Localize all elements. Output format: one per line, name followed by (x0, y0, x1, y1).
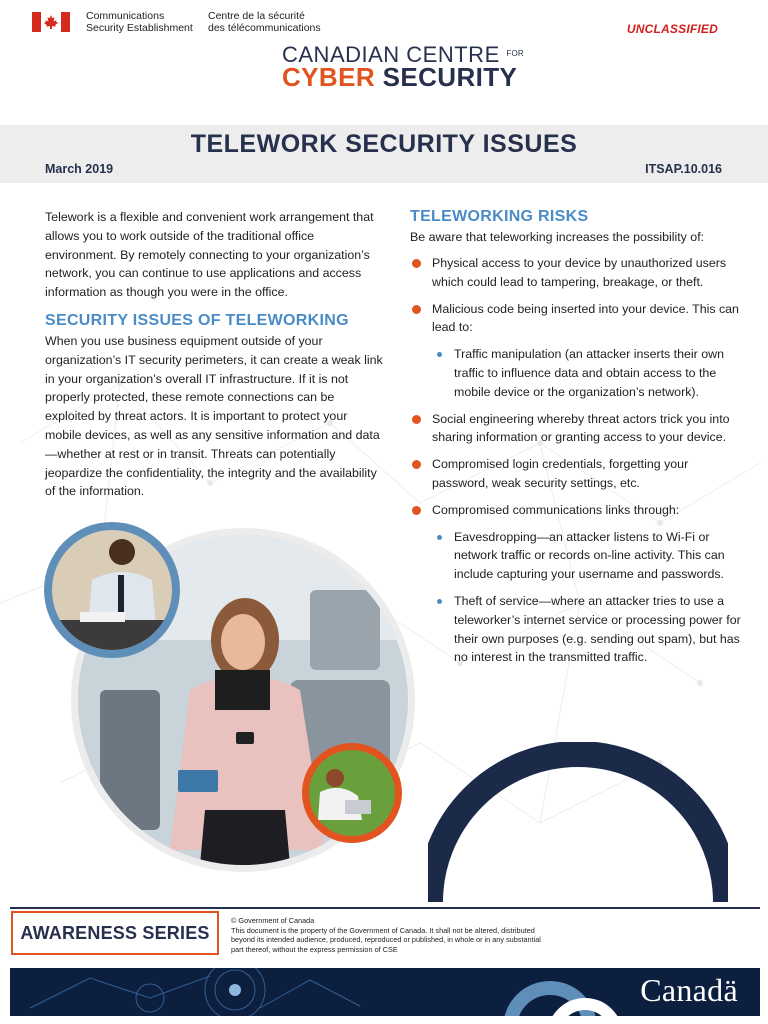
list-item (410, 300, 745, 402)
logo-line1-text: CANADIAN CENTRE (282, 42, 500, 67)
footer-banner (10, 968, 760, 1016)
footer-divider (10, 907, 760, 909)
org-name-french (208, 10, 321, 34)
org-en-line1: Communications (86, 10, 165, 22)
orange-bullet-icon (412, 415, 421, 424)
logo-security: SECURITY (382, 62, 518, 92)
teleworkers-photo-collage (40, 520, 420, 880)
security-issues-heading: SECURITY ISSUES OF TELEWORKING (45, 311, 349, 329)
risk-text: Physical access to your device by unauthorized users which could lead to tampering, breakage, or theft. (432, 256, 727, 289)
awareness-series-label: AWARENESS SERIES (20, 923, 210, 943)
risk-text: Malicious code being inserted into your device. This can lead to: (432, 301, 739, 335)
orange-bullet-icon (412, 506, 421, 515)
logo-line2 (282, 62, 517, 93)
sub-risk-text: Traffic manipulation (an attacker inserts their own traffic to influence data and obtain access to the mobile device or the organization’s network). (454, 347, 724, 399)
intro-paragraph: Telework is a flexible and convenient work arrangement that allows you to work outside of the traditional office environment. By remotely connecting to your organization’s network, you can continue to use applications and access information as though you were in the office. (45, 210, 374, 300)
logo-line1-small: FOR (506, 49, 524, 58)
teleworking-risks-heading: TELEWORKING RISKS (410, 208, 589, 225)
awareness-series-box (11, 911, 219, 955)
document-id: ITSAP.10.016 (645, 162, 722, 176)
publication-date: March 2019 (45, 162, 114, 176)
risk-text: Compromised login credentials, forgetting your password, weak security settings, etc. (432, 457, 689, 490)
risks-list (410, 254, 745, 667)
blue-bullet-icon (437, 599, 442, 604)
logo-cyber: CYBER (282, 62, 376, 92)
sub-list (432, 528, 745, 668)
orange-bullet-icon (412, 259, 421, 268)
list-item (410, 455, 745, 493)
list-item (410, 410, 745, 448)
org-fr-line2: des télécommunications (208, 22, 321, 34)
sub-list (432, 345, 745, 401)
blue-bullet-icon (437, 535, 442, 540)
security-issues-paragraph: When you use business equipment outside of your organization’s IT security perimeters, it can create a weak link in your organization’s overall IT infrastructure. If it is not properly protected, these remote connections can be exploited by threat actors. It is important to protect your mobile devices, as well as any sensitive information and data—whether at rest or in transit. Threats can potentially jeopardize the confidentiality, the integrity and the availability of the information. (45, 333, 383, 499)
decorative-arch (428, 742, 728, 902)
canada-wordmark: Canadä (640, 972, 738, 1008)
orange-bullet-icon (412, 305, 421, 314)
page-title: TELEWORK SECURITY ISSUES (190, 130, 578, 158)
sub-list-item (432, 345, 745, 401)
risks-intro: Be aware that teleworking increases the possibility of: (410, 230, 705, 244)
sub-risk-text: Eavesdropping—an attacker listens to Wi-Fi or network traffic or records on-line activity. This can include capturing your username and passwords. (454, 529, 725, 582)
blue-bullet-icon (437, 352, 442, 357)
copyright-title: © Government of Canada (231, 916, 315, 925)
org-en-line2: Security Establishment (86, 22, 193, 34)
org-fr-line1: Centre de la sécurité (208, 10, 305, 22)
copyright-notice (231, 916, 541, 954)
right-column (410, 208, 745, 675)
orange-bullet-icon (412, 460, 421, 469)
left-column (45, 208, 385, 501)
cccs-logo (282, 42, 524, 94)
copyright-body: This document is the property of the Government of Canada. It shall not be altered, distributed beyond its intended audience, produced, reproduced or published, in whole or in any substantial part thereof, without the express permission of CSE (231, 925, 541, 954)
government-signature (32, 10, 352, 36)
list-item (410, 254, 745, 292)
risk-text: Social engineering whereby threat actors trick you into sharing information or granting access to your device. (432, 411, 730, 445)
org-name-english (86, 10, 193, 34)
canada-flag-icon (32, 12, 70, 32)
list-item (410, 501, 745, 667)
sub-list-item (432, 592, 745, 667)
classification-label: UNCLASSIFIED (626, 22, 718, 36)
sub-risk-text: Theft of service—where an attacker tries to use a teleworker’s internet service or processing power for their own purposes (e.g. sending out spam), but has no interest in the transmitted traffic. (454, 593, 741, 665)
sub-list-item (432, 528, 745, 584)
risk-text: Compromised communications links through: (432, 502, 680, 517)
